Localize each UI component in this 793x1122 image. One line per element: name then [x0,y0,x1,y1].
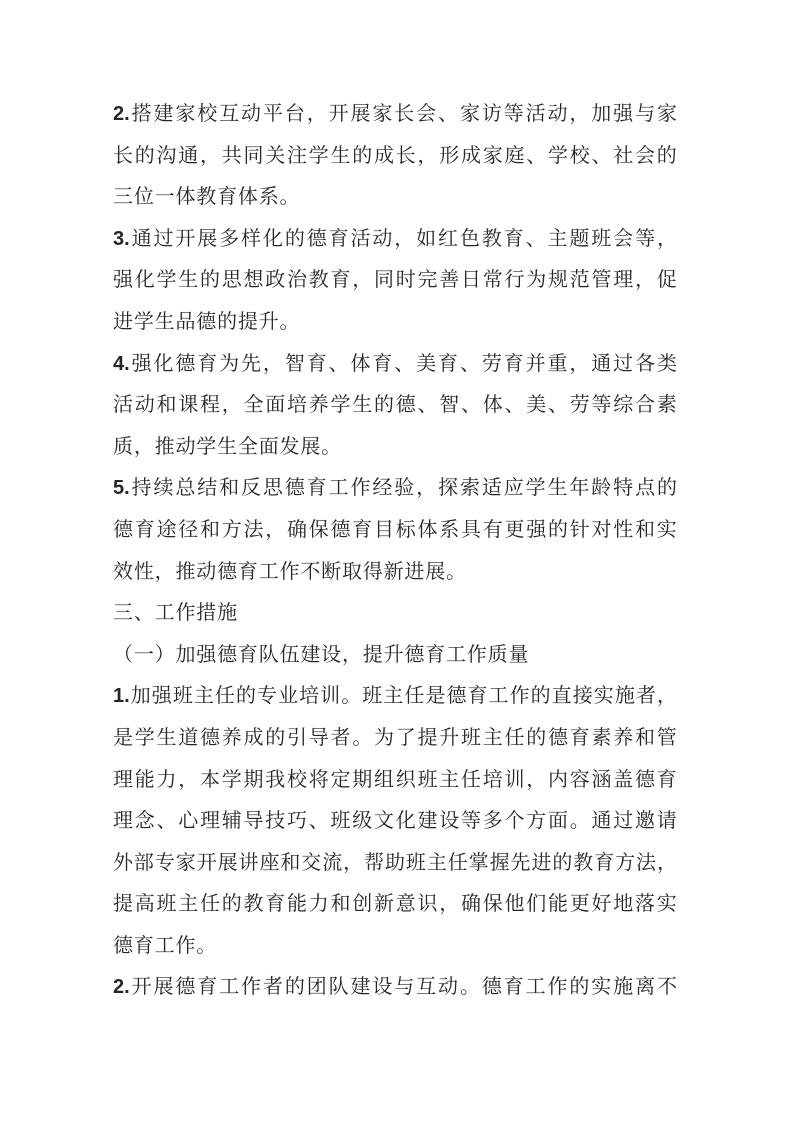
list-number: 2. [113,976,130,999]
text-line: 2. 搭 建 家 校 互 动 平 台 ， 开 展 家 长 会 、 家 访 等 活 动 ， 加 强 与 家 [113,94,677,136]
list-number: 4. [113,352,130,375]
text-line: 德 育 途 径 和 方 法 ， 确 保 德 育 目 标 体 系 具 有 更 强 的 针 对 性 和 实 [113,518,677,541]
text-line: 效 性 ， 推 动 德 育 工 作 不 断 取 得 新 进 展 。 [113,560,467,583]
text-line: 5. 持 续 总 结 和 反 思 德 育 工 作 经 验 ， 探 索 适 应 学 生 年 龄 特 点 的 [113,468,677,510]
list-number: 5. [113,477,130,500]
document-body [113,94,677,1009]
section-heading [113,593,677,635]
text-line: 三 位 一 体 教 育 体 系 。 [113,186,301,209]
text-line: 是 学 生 道 德 养 成 的 引 导 者 。 为 了 提 升 班 主 任 的 德 育 素 养 和 管 [113,726,677,749]
paragraph [113,344,677,469]
text-line: 3. 通 过 开 展 多 样 化 的 德 育 活 动 ， 如 红 色 教 育 、 主 题 班 会 等 ， [113,219,677,261]
text-line: （ 一 ） 加 强 德 育 队 伍 建 设 ， 提 升 德 育 工 作 质 量 [113,643,530,666]
sub-heading [113,635,677,677]
list-number: 3. [113,227,130,250]
text-line: 强 化 学 生 的 思 想 政 治 教 育 ， 同 时 完 善 日 常 行 为 规 范 管 理 ， 促 [113,269,677,292]
text-line: 德 育 工 作 。 [113,934,218,957]
text-line: 质 ， 推 动 学 生 全 面 发 展 。 [113,435,342,458]
text-line: 4. 强 化 德 育 为 先 ， 智 育 、 体 育 、 美 育 、 劳 育 并 重 ， 通 过 各 类 [113,344,677,386]
text-line: 2. 开 展 德 育 工 作 者 的 团 队 建 设 与 互 动 。 德 育 工 作 的 实 施 离 不 [113,967,677,1009]
text-line: 理 能 力 ， 本 学 期 我 校 将 定 期 组 织 班 主 任 培 训 ， 内 容 涵 盖 德 育 [113,768,677,791]
text-line: 1. 加 强 班 主 任 的 专 业 培 训 。 班 主 任 是 德 育 工 作 的 直 接 实 施 者 ， [113,676,677,718]
paragraph [113,676,677,967]
text-line: 长 的 沟 通 ， 共 同 关 注 学 生 的 成 长 ， 形 成 家 庭 、 学 校 、 社 会 的 [113,144,677,167]
text-line: 外 部 专 家 开 展 讲 座 和 交 流 ， 帮 助 班 主 任 掌 握 先 进 的 教 育 方 法 ， [113,851,677,874]
text-line: 提 高 班 主 任 的 教 育 能 力 和 创 新 意 识 ， 确 保 他 们 能 更 好 地 落 实 [113,893,677,916]
paragraph [113,219,677,344]
text-line: 进 学 生 品 德 的 提 升 。 [113,310,301,333]
paragraph [113,468,677,593]
text-line: 活 动 和 课 程 ， 全 面 培 养 学 生 的 德 、 智 、 体 、 美 、 劳 等 综 合 素 [113,394,677,417]
text-line: 三 、 工 作 措 施 [113,602,238,625]
list-number: 2. [113,103,130,125]
text-line: 理 念 、 心 理 辅 导 技 巧 、 班 级 文 化 建 设 等 多 个 方 面 。 通 过 邀 请 [113,810,677,833]
paragraph [113,967,677,1009]
list-number: 1. [113,685,130,708]
paragraph [113,94,677,219]
